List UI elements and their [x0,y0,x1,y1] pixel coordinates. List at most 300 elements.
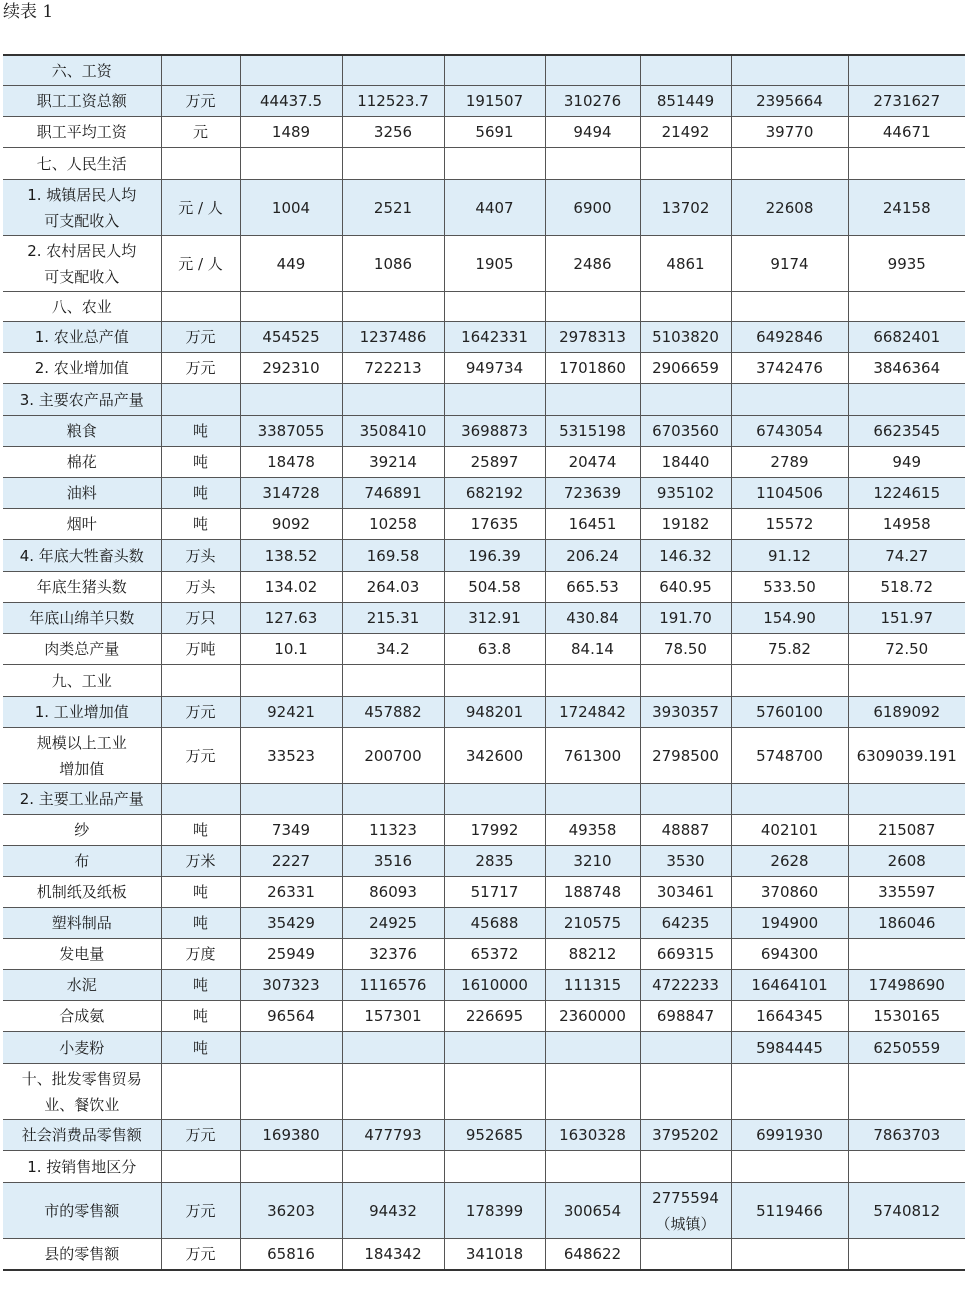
value-cell [444,1151,545,1183]
value-cell: 154.90 [731,603,848,634]
table-row [3,416,965,447]
value-cell: 1642331 [444,322,545,353]
value-cell [731,665,848,697]
value-cell: 6250559 [848,1032,965,1064]
table-row [3,815,965,846]
value-cell: 15572 [731,509,848,540]
table-row [3,384,965,416]
value-cell: 5984445 [731,1032,848,1064]
value-cell: 74.27 [848,540,965,572]
value-cell [731,1064,848,1120]
value-cell [342,148,444,180]
table-body [3,55,965,1270]
row-label: 2. 农业增加值 [3,353,161,384]
value-cell [342,665,444,697]
value-cell [444,784,545,815]
row-label: 机制纸及纸板 [3,877,161,908]
value-cell: 648622 [545,1239,640,1271]
value-cell [640,384,731,416]
row-label: 塑料制品 [3,908,161,939]
row-label: 市的零售额 [3,1183,161,1239]
table-row [3,877,965,908]
value-cell: 146.32 [640,540,731,572]
value-cell [848,384,965,416]
value-cell: 1630328 [545,1120,640,1151]
value-cell: 6991930 [731,1120,848,1151]
value-cell: 746891 [342,478,444,509]
value-cell: 6743054 [731,416,848,447]
value-cell: 10.1 [240,634,342,665]
table-row [3,1120,965,1151]
statistics-table [3,54,965,1271]
unit-cell: 吨 [161,447,240,478]
value-cell: 184342 [342,1239,444,1271]
table-row [3,970,965,1001]
value-cell [342,784,444,815]
value-cell: 2798500 [640,728,731,784]
unit-cell: 吨 [161,1001,240,1032]
table-row [3,1032,965,1064]
unit-cell: 万元 [161,322,240,353]
value-cell [640,292,731,322]
value-cell: 430.84 [545,603,640,634]
value-cell: 640.95 [640,572,731,603]
value-cell: 39214 [342,447,444,478]
value-cell [848,784,965,815]
value-cell: 194900 [731,908,848,939]
value-cell: 6682401 [848,322,965,353]
value-cell [545,292,640,322]
value-cell: 18440 [640,447,731,478]
value-cell: 342600 [444,728,545,784]
value-cell: 138.52 [240,540,342,572]
value-cell: 335597 [848,877,965,908]
value-cell: 26331 [240,877,342,908]
value-cell: 112523.7 [342,86,444,117]
value-cell: 16464101 [731,970,848,1001]
value-cell [545,55,640,86]
unit-cell [161,148,240,180]
row-label: 水泥 [3,970,161,1001]
value-cell: 188748 [545,877,640,908]
value-cell [444,384,545,416]
row-label: 1. 工业增加值 [3,697,161,728]
unit-cell: 万元 [161,353,240,384]
value-cell: 2395664 [731,86,848,117]
table-row [3,634,965,665]
value-cell: 307323 [240,970,342,1001]
value-cell: 39770 [731,117,848,148]
value-cell: 21492 [640,117,731,148]
value-cell: 226695 [444,1001,545,1032]
value-cell: 1116576 [342,970,444,1001]
value-cell: 935102 [640,478,731,509]
row-label: 1. 农业总产值 [3,322,161,353]
value-cell: 851449 [640,86,731,117]
unit-cell: 万头 [161,572,240,603]
value-cell: 312.91 [444,603,545,634]
value-cell: 3742476 [731,353,848,384]
row-label: 1. 城镇居民人均 可支配收入 [3,180,161,236]
value-cell: 92421 [240,697,342,728]
unit-cell: 万吨 [161,634,240,665]
value-cell: 3846364 [848,353,965,384]
value-cell: 1104506 [731,478,848,509]
value-cell: 178399 [444,1183,545,1239]
value-cell [545,784,640,815]
value-cell: 9174 [731,236,848,292]
table-caption: 续表 1 [3,2,54,22]
row-label: 九、工业 [3,665,161,697]
value-cell: 5315198 [545,416,640,447]
value-cell [848,1151,965,1183]
value-cell: 5748700 [731,728,848,784]
table-row [3,236,965,292]
value-cell: 94432 [342,1183,444,1239]
value-cell: 6309039.191 [848,728,965,784]
value-cell: 533.50 [731,572,848,603]
value-cell: 3698873 [444,416,545,447]
value-cell: 35429 [240,908,342,939]
value-cell: 1086 [342,236,444,292]
table-row [3,784,965,815]
table-row [3,908,965,939]
table-row [3,1064,965,1120]
value-cell: 191.70 [640,603,731,634]
value-cell: 25897 [444,447,545,478]
value-cell: 2227 [240,846,342,877]
value-cell: 63.8 [444,634,545,665]
value-cell [342,1151,444,1183]
table-row [3,1239,965,1271]
value-cell: 36203 [240,1183,342,1239]
value-cell: 665.53 [545,572,640,603]
value-cell: 7349 [240,815,342,846]
table-row [3,180,965,236]
value-cell: 4407 [444,180,545,236]
value-cell: 669315 [640,939,731,970]
value-cell: 169380 [240,1120,342,1151]
table-row [3,728,965,784]
value-cell: 457882 [342,697,444,728]
table-row [3,148,965,180]
unit-cell: 万元 [161,1183,240,1239]
unit-cell: 万米 [161,846,240,877]
value-cell [545,148,640,180]
row-label: 六、工资 [3,55,161,86]
value-cell [640,1151,731,1183]
value-cell: 952685 [444,1120,545,1151]
value-cell [848,939,965,970]
unit-cell: 万元 [161,1239,240,1271]
value-cell: 2608 [848,846,965,877]
value-cell: 191507 [444,86,545,117]
table-row [3,117,965,148]
value-cell: 698847 [640,1001,731,1032]
value-cell: 5760100 [731,697,848,728]
value-cell: 5103820 [640,322,731,353]
value-cell: 88212 [545,939,640,970]
value-cell [848,148,965,180]
table-row [3,322,965,353]
value-cell: 1701860 [545,353,640,384]
value-cell: 65816 [240,1239,342,1271]
value-cell [848,665,965,697]
value-cell [545,384,640,416]
value-cell: 3930357 [640,697,731,728]
row-label: 社会消费品零售额 [3,1120,161,1151]
row-label: 烟叶 [3,509,161,540]
row-label: 棉花 [3,447,161,478]
value-cell: 11323 [342,815,444,846]
value-cell: 5691 [444,117,545,148]
value-cell: 761300 [545,728,640,784]
value-cell: 6900 [545,180,640,236]
value-cell: 200700 [342,728,444,784]
value-cell [240,665,342,697]
unit-cell: 万元 [161,86,240,117]
value-cell: 948201 [444,697,545,728]
unit-cell: 吨 [161,478,240,509]
value-cell [342,1064,444,1120]
value-cell: 2978313 [545,322,640,353]
value-cell: 20474 [545,447,640,478]
value-cell: 51717 [444,877,545,908]
value-cell: 722213 [342,353,444,384]
row-label: 职工工资总额 [3,86,161,117]
value-cell: 477793 [342,1120,444,1151]
value-cell: 25949 [240,939,342,970]
row-label: 合成氨 [3,1001,161,1032]
value-cell: 2906659 [640,353,731,384]
row-label: 职工平均工资 [3,117,161,148]
value-cell: 32376 [342,939,444,970]
row-label: 年底生猪头数 [3,572,161,603]
unit-cell: 万度 [161,939,240,970]
value-cell [444,55,545,86]
value-cell: 3530 [640,846,731,877]
unit-cell: 万头 [161,540,240,572]
value-cell [444,665,545,697]
value-cell: 7863703 [848,1120,965,1151]
table-row [3,292,965,322]
value-cell: 196.39 [444,540,545,572]
value-cell: 1489 [240,117,342,148]
value-cell: 300654 [545,1183,640,1239]
unit-cell: 万只 [161,603,240,634]
value-cell: 10258 [342,509,444,540]
value-cell: 215.31 [342,603,444,634]
value-cell: 314728 [240,478,342,509]
value-cell [640,784,731,815]
value-cell: 49358 [545,815,640,846]
value-cell: 949734 [444,353,545,384]
unit-cell [161,1151,240,1183]
value-cell [640,55,731,86]
value-cell [444,1064,545,1120]
unit-cell: 元 / 人 [161,236,240,292]
value-cell [240,1151,342,1183]
value-cell: 1664345 [731,1001,848,1032]
row-label: 八、农业 [3,292,161,322]
value-cell [342,55,444,86]
table-row [3,846,965,877]
value-cell: 157301 [342,1001,444,1032]
value-cell: 65372 [444,939,545,970]
value-cell [545,1151,640,1183]
value-cell: 4722233 [640,970,731,1001]
value-cell [240,1064,342,1120]
table-row [3,697,965,728]
value-cell: 4861 [640,236,731,292]
unit-cell: 元 [161,117,240,148]
row-label: 1. 按销售地区分 [3,1151,161,1183]
value-cell [640,1032,731,1064]
value-cell: 1610000 [444,970,545,1001]
value-cell: 2360000 [545,1001,640,1032]
value-cell [240,292,342,322]
value-cell: 1224615 [848,478,965,509]
value-cell [848,1239,965,1271]
value-cell [640,665,731,697]
row-label: 肉类总产量 [3,634,161,665]
value-cell: 44671 [848,117,965,148]
value-cell: 518.72 [848,572,965,603]
value-cell: 48887 [640,815,731,846]
value-cell: 45688 [444,908,545,939]
unit-cell [161,665,240,697]
row-label: 规模以上工业 增加值 [3,728,161,784]
value-cell [731,1239,848,1271]
unit-cell: 吨 [161,970,240,1001]
row-label: 发电量 [3,939,161,970]
value-cell: 5740812 [848,1183,965,1239]
value-cell [731,292,848,322]
unit-cell: 吨 [161,815,240,846]
row-label: 粮食 [3,416,161,447]
value-cell: 454525 [240,322,342,353]
value-cell: 96564 [240,1001,342,1032]
value-cell [444,1032,545,1064]
value-cell: 17992 [444,815,545,846]
value-cell: 14958 [848,509,965,540]
value-cell: 5119466 [731,1183,848,1239]
table-row [3,1001,965,1032]
value-cell: 449 [240,236,342,292]
value-cell [342,292,444,322]
value-cell [240,1032,342,1064]
value-cell: 2731627 [848,86,965,117]
value-cell [731,784,848,815]
value-cell: 33523 [240,728,342,784]
value-cell: 134.02 [240,572,342,603]
value-cell [444,292,545,322]
value-cell: 2486 [545,236,640,292]
table-row [3,1183,965,1239]
value-cell: 2521 [342,180,444,236]
value-cell: 91.12 [731,540,848,572]
value-cell: 694300 [731,939,848,970]
value-cell: 2628 [731,846,848,877]
value-cell: 1004 [240,180,342,236]
table-row [3,1151,965,1183]
table-row [3,939,965,970]
table-row [3,447,965,478]
value-cell: 72.50 [848,634,965,665]
value-cell: 215087 [848,815,965,846]
row-label: 布 [3,846,161,877]
unit-cell: 吨 [161,416,240,447]
value-cell: 16451 [545,509,640,540]
value-cell [848,292,965,322]
value-cell: 9935 [848,236,965,292]
value-cell: 24158 [848,180,965,236]
value-cell: 682192 [444,478,545,509]
value-cell: 6189092 [848,697,965,728]
value-cell: 86093 [342,877,444,908]
value-cell [848,1064,965,1120]
table-row [3,665,965,697]
value-cell: 6703560 [640,416,731,447]
value-cell: 504.58 [444,572,545,603]
row-label: 2. 主要工业品产量 [3,784,161,815]
value-cell [545,1032,640,1064]
value-cell: 17635 [444,509,545,540]
value-cell: 2835 [444,846,545,877]
table-row [3,55,965,86]
value-cell: 1905 [444,236,545,292]
unit-cell: 吨 [161,877,240,908]
value-cell: 3508410 [342,416,444,447]
unit-cell [161,55,240,86]
value-cell: 127.63 [240,603,342,634]
row-label: 2. 农村居民人均 可支配收入 [3,236,161,292]
row-label: 纱 [3,815,161,846]
value-cell: 206.24 [545,540,640,572]
value-cell: 84.14 [545,634,640,665]
value-cell: 64235 [640,908,731,939]
value-cell [640,1064,731,1120]
table-row [3,478,965,509]
value-cell: 303461 [640,877,731,908]
value-cell [444,148,545,180]
row-label: 十、批发零售贸易 业、餐饮业 [3,1064,161,1120]
unit-cell: 吨 [161,509,240,540]
unit-cell [161,292,240,322]
value-cell: 9494 [545,117,640,148]
value-cell: 18478 [240,447,342,478]
row-label: 4. 年底大牲畜头数 [3,540,161,572]
value-cell: 2775594 （城镇） [640,1183,731,1239]
unit-cell: 万元 [161,728,240,784]
value-cell: 111315 [545,970,640,1001]
value-cell: 1724842 [545,697,640,728]
value-cell [342,1032,444,1064]
value-cell: 723639 [545,478,640,509]
row-label: 县的零售额 [3,1239,161,1271]
value-cell: 3256 [342,117,444,148]
table-row [3,86,965,117]
value-cell: 13702 [640,180,731,236]
value-cell: 1530165 [848,1001,965,1032]
value-cell: 19182 [640,509,731,540]
unit-cell [161,1064,240,1120]
value-cell: 6492846 [731,322,848,353]
value-cell: 151.97 [848,603,965,634]
value-cell: 3795202 [640,1120,731,1151]
unit-cell [161,784,240,815]
value-cell: 44437.5 [240,86,342,117]
